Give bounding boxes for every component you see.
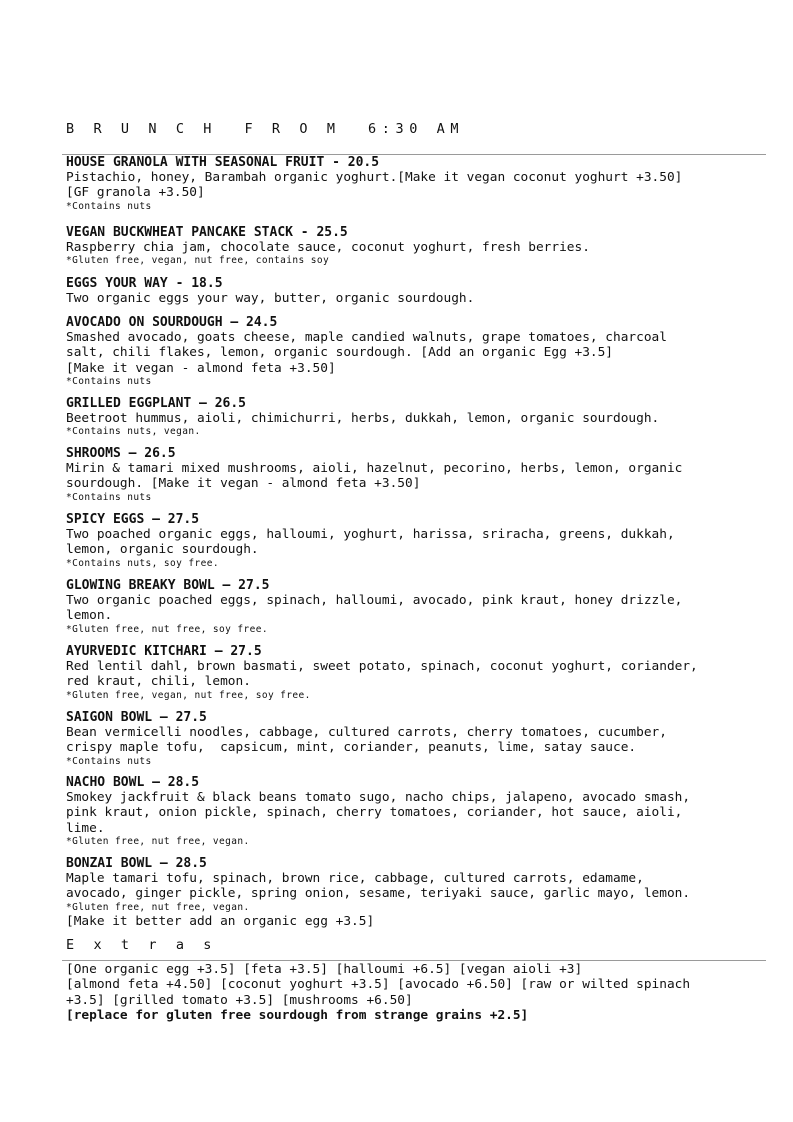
menu-item-title: GLOWING BREAKY BOWL – 27.5 [66, 578, 270, 593]
extras-divider [62, 960, 766, 961]
menu-item-title: AVOCADO ON SOURDOUGH – 24.5 [66, 315, 278, 330]
gluten-free-sourdough-option: [replace for gluten free sourdough from strange grains +2.5] [66, 1007, 529, 1023]
extras-list [66, 962, 766, 1023]
menu-item [66, 315, 756, 388]
menu-item-title: EGGS YOUR WAY - 18.5 [66, 276, 223, 291]
menu-item-title: NACHO BOWL – 28.5 [66, 775, 200, 790]
menu-item-title: SPICY EGGS – 27.5 [66, 512, 200, 527]
menu-item-dietary-note: *Gluten free, nut free, vegan. [66, 835, 250, 847]
menu-item-dietary-note: *Contains nuts, vegan. [66, 426, 201, 438]
menu-item-addon: [Make it better add an organic egg +3.5] [66, 913, 375, 929]
menu-item-description: Bean vermicelli noodles, cabbage, cultured carrots, cherry tomatoes, cucumber, crispy maple tofu, capsicum, mint, coriander, peanuts, lime, satay sauce. [66, 725, 667, 756]
menu-item [66, 644, 756, 702]
menu-item-title: HOUSE GRANOLA WITH SEASONAL FRUIT - 20.5 [66, 155, 380, 170]
menu-item [66, 155, 756, 213]
brunch-section-title: B R U N C H F R O M 6:30 AM [66, 121, 465, 137]
menu-item-description: Smokey jackfruit & black beans tomato sugo, nacho chips, jalapeno, avocado smash, pink kraut, onion pickle, spinach, cherry tomatoes, coriander, hot sauce, aioli, lime. [66, 790, 691, 836]
menu-item-dietary-note: *Gluten free, nut free, soy free. [66, 623, 268, 635]
menu-item-dietary-note: *Contains nuts [66, 755, 152, 767]
menu-item-title: VEGAN BUCKWHEAT PANCAKE STACK - 25.5 [66, 225, 348, 240]
menu-item [66, 512, 756, 570]
menu-item-title: SHROOMS – 26.5 [66, 446, 176, 461]
extras-section-title: E x t r a s [66, 937, 218, 953]
menu-item-description: Red lentil dahl, brown basmati, sweet potato, spinach, coconut yoghurt, coriander, red kraut, chili, lemon. [66, 659, 698, 690]
menu-item-dietary-note: *Gluten free, vegan, nut free, soy free. [66, 689, 311, 701]
menu-item-description: Maple tamari tofu, spinach, brown rice, cabbage, cultured carrots, edamame, avocado, ginger pickle, spring onion, sesame, teriyaki sauce, garlic mayo, lemon. [66, 871, 691, 902]
menu-item-dietary-note: *Gluten free, nut free, vegan. [66, 901, 250, 913]
extras-line: [almond feta +4.50] [coconut yoghurt +3.5] [avocado +6.50] [raw or wilted spinach [66, 977, 691, 993]
menu-item-dietary-note: *Contains nuts [66, 491, 152, 503]
menu-item [66, 775, 756, 848]
menu-item-dietary-note: *Contains nuts, soy free. [66, 557, 219, 569]
menu-item-description: Two organic eggs your way, butter, organic sourdough. [66, 291, 475, 306]
menu-item [66, 225, 756, 267]
extras-line: [One organic egg +3.5] [feta +3.5] [halloumi +6.5] [vegan aioli +3] [66, 962, 583, 977]
menu-item [66, 578, 756, 636]
menu-item-title: SAIGON BOWL – 27.5 [66, 710, 207, 725]
menu-item-description: Beetroot hummus, aioli, chimichurri, herbs, dukkah, lemon, organic sourdough. [66, 411, 660, 426]
menu-item-description: Two organic poached eggs, spinach, halloumi, avocado, pink kraut, honey drizzle, lemon. [66, 593, 683, 624]
menu-item [66, 446, 756, 504]
menu-item-description: Two poached organic eggs, halloumi, yoghurt, harissa, sriracha, greens, dukkah, lemon, organic sourdough. [66, 527, 675, 558]
menu-item-description: Smashed avocado, goats cheese, maple candied walnuts, grape tomatoes, charcoal salt, chili flakes, lemon, organic sourdough. [Add an organic Egg +3.5] [Make it vegan - almond feta +3.50] [66, 330, 667, 376]
menu-item-title: BONZAI BOWL – 28.5 [66, 856, 207, 871]
menu-item-description: Raspberry chia jam, chocolate sauce, coconut yoghurt, fresh berries. [66, 240, 590, 255]
extras-line: +3.5] [grilled tomato +3.5] [mushrooms +6.50] [66, 992, 413, 1008]
menu-item-title: AYURVEDIC KITCHARI – 27.5 [66, 644, 262, 659]
menu-item-dietary-note: *Contains nuts [66, 375, 152, 387]
menu-item [66, 276, 756, 306]
menu-item-description: Mirin & tamari mixed mushrooms, aioli, hazelnut, pecorino, herbs, lemon, organic sourdough. [Make it vegan - almond feta +3.50] [66, 461, 683, 492]
menu-item-dietary-note: *Gluten free, vegan, nut free, contains soy [66, 255, 330, 267]
menu-item-dietary-note: *Contains nuts [66, 200, 152, 212]
menu-item [66, 396, 756, 438]
menu-item-description: Pistachio, honey, Barambah organic yoghurt.[Make it vegan coconut yoghurt +3.50] [GF granola +3.50] [66, 170, 683, 201]
menu-item [66, 710, 756, 768]
menu-item-title: GRILLED EGGPLANT – 26.5 [66, 396, 247, 411]
menu-item [66, 856, 756, 929]
